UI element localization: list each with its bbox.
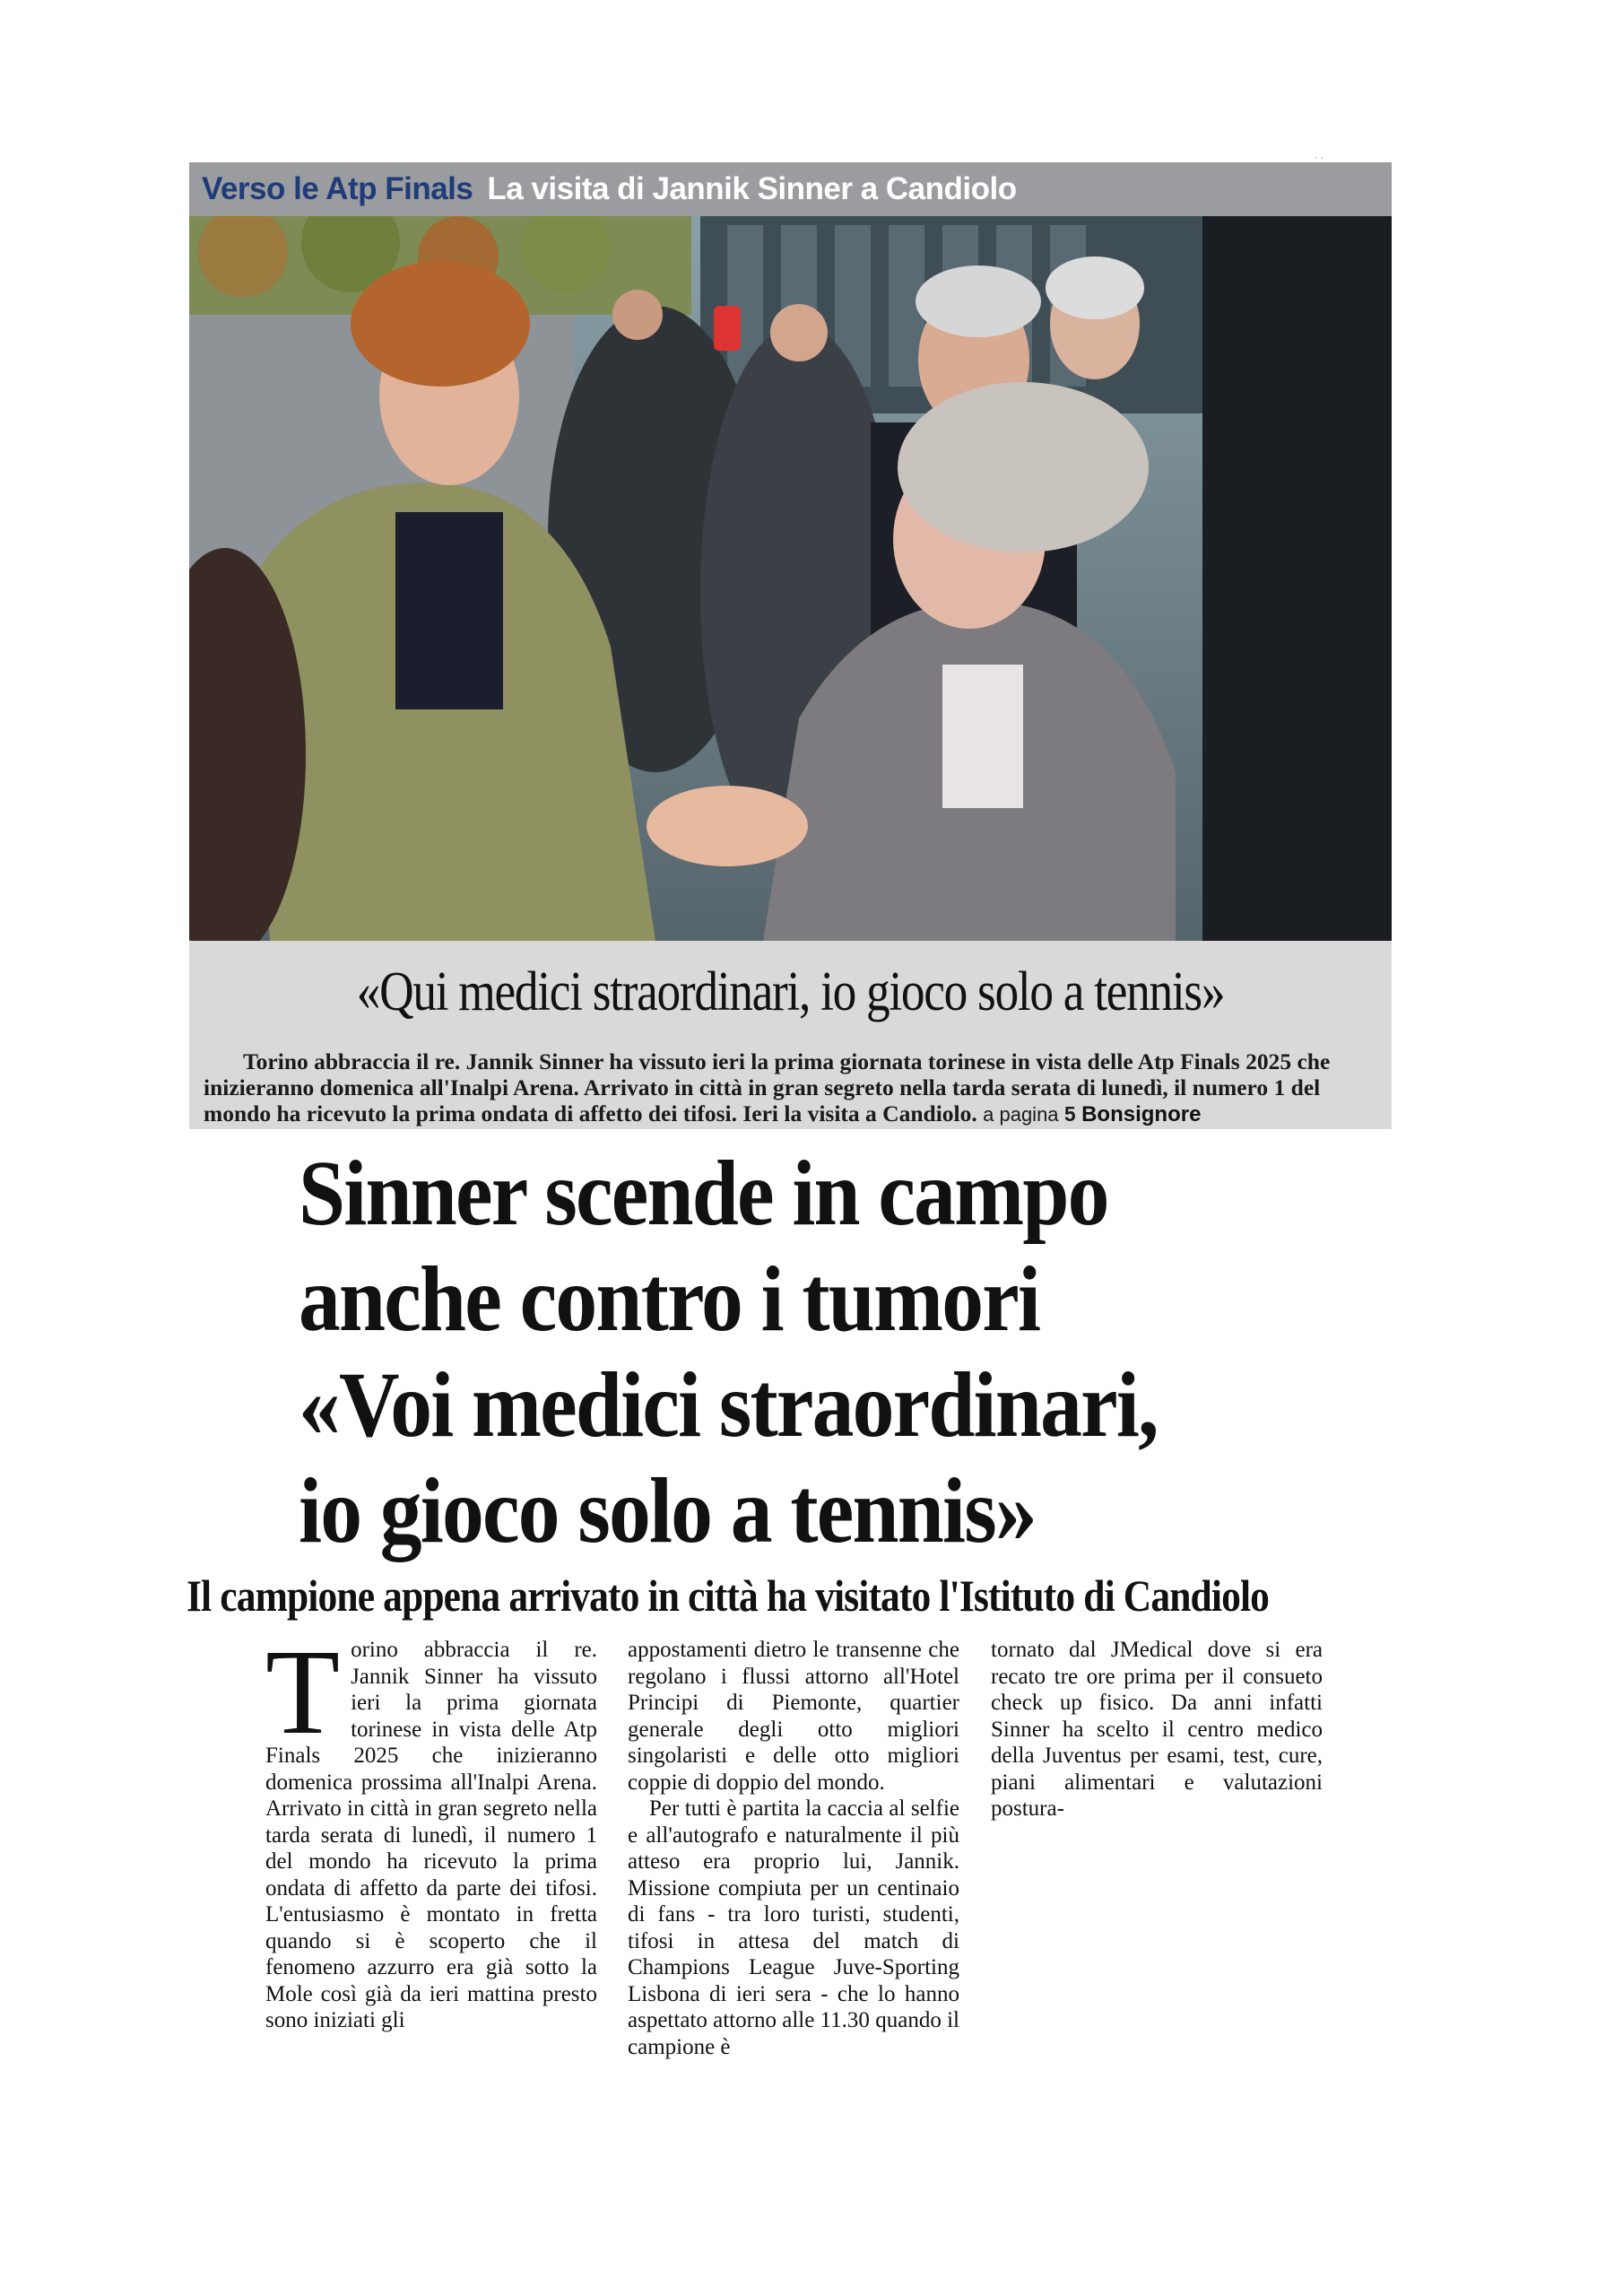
- article-paragraph: tornato dal JMedical dove si era recato tre ore prima per il consueto check up fisico. Da anni infatti Sinner ha scelto il centro medico della Juventus per esami, test, cure, piani alimentari e valutazioni postura-: [991, 1638, 1323, 1821]
- caption-quote: «Qui medici straordinari, io gioco solo a tennis»: [356, 961, 1225, 1022]
- author-name: Bonsignore: [1081, 1102, 1202, 1126]
- photo-illustration: [189, 216, 1392, 941]
- corner-mark: . .: [1315, 149, 1324, 161]
- headline-line: «Voi medici straordinari,: [299, 1353, 1158, 1457]
- topic-label: La visita di Jannik Sinner a Candiolo: [487, 171, 1017, 206]
- article-column-2: [628, 1637, 959, 2060]
- article-column-3: [991, 1637, 1323, 1822]
- headline-line: Sinner scende in campo: [299, 1142, 1108, 1245]
- section-banner: [189, 162, 1392, 216]
- caption-text: [204, 1048, 1378, 1127]
- page-number: 5: [1063, 1102, 1076, 1126]
- headline-line: io gioco solo a tennis»: [299, 1459, 1036, 1562]
- caption-body: Torino abbraccia il re. Jannik Sinner ha vissuto ieri la prima giornata torinese in vista delle Atp Finals 2025 che inizieranno domenica all'Inalpi Arena. Arrivato in città in gran segreto nella tarda serata di lunedì, il numero 1 del mondo ha ricevuto la prima ondata di affetto dei tifosi. Ieri la visita a Candiolo.: [204, 1048, 1331, 1126]
- page-reference: a pagina: [983, 1103, 1059, 1126]
- subheadline: Il campione appena arrivato in città ha visitato l'Istituto di Candiolo: [187, 1570, 1270, 1621]
- article-paragraph: appostamenti dietro le transenne che regolano i flussi attorno all'Hotel Principi di Piemonte, quartier generale degli otto migliori singolaristi e delle otto migliori coppie di doppio del mondo.: [628, 1638, 959, 1795]
- photo-caption-box: [189, 941, 1392, 1129]
- headline: [299, 1141, 1348, 1564]
- article-text: orino abbraccia il re. Jannik Sinner ha vissuto ieri la prima giornata torinese in vista delle Atp Finals 2025 che inizieranno domenica prossima all'Inalpi Arena. Arrivato in città in gran segreto nella tarda serata di lunedì, il numero 1 del mondo ha ricevuto la prima ondata di affetto da parte dei tifosi. L'entusiasmo è montato in fretta quando si è scoperto che il fenomeno azzurro era già sotto la Mole così già da ieri mattina presto sono iniziati gli: [265, 1638, 597, 2032]
- section-label: Verso le Atp Finals: [202, 171, 473, 206]
- article-column-1: [265, 1625, 597, 2034]
- article-paragraph: Per tutti è partita la caccia al selfie e all'autografo e naturalmente il più atteso era proprio lui, Jannik. Missione compiuta per un centinaio di fans - tra loro turisti, studenti, tifosi in attesa del match di Champions League Juve-Sporting Lisbona di ieri sera - che lo hanno aspettato attorno alle 11.30 quando il campione è: [628, 1796, 959, 2059]
- headline-line: anche contro i tumori: [299, 1248, 1040, 1351]
- news-photo: [189, 216, 1392, 941]
- drop-cap: T: [265, 1625, 341, 1760]
